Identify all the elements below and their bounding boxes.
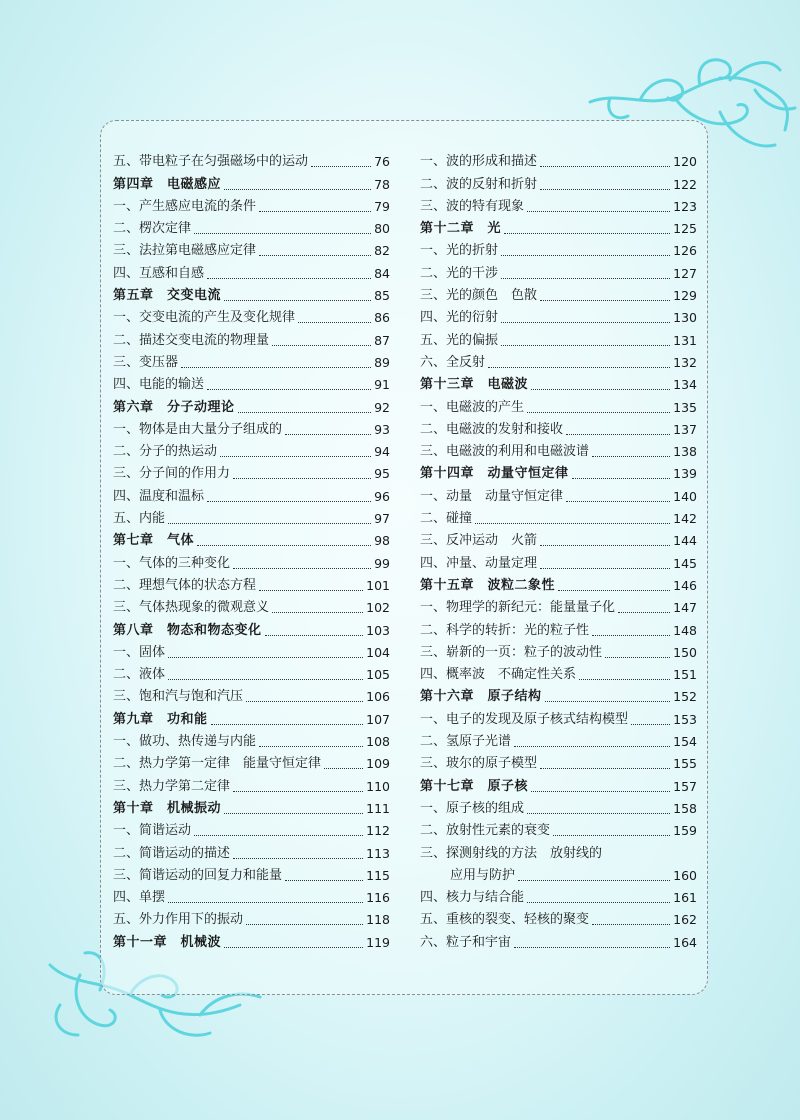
dot-leader [501, 321, 670, 323]
toc-entry-page: 122 [673, 176, 697, 192]
dot-leader [540, 188, 670, 190]
toc-section-entry[interactable] [113, 906, 390, 928]
dot-leader [488, 366, 670, 368]
toc-entry-page: 150 [673, 644, 697, 660]
toc-entry-page: 98 [374, 533, 390, 549]
toc-entry-page: 97 [374, 511, 390, 527]
toc-entry-title: 第十三章 电磁波 [420, 377, 529, 393]
toc-section-entry[interactable] [113, 259, 390, 281]
dot-leader [259, 210, 371, 212]
dot-leader [211, 723, 364, 725]
toc-entry-title: 四、温度和温标 [113, 488, 205, 504]
toc-section-entry[interactable] [113, 884, 390, 906]
toc-section-entry[interactable] [113, 215, 390, 237]
toc-section-entry[interactable] [113, 683, 390, 705]
toc-entry-title: 四、电能的输送 [113, 377, 205, 393]
toc-left-column [113, 148, 390, 951]
toc-entry-title: 三、波的特有现象 [420, 198, 525, 214]
toc-section-entry[interactable] [113, 326, 390, 348]
dot-leader [518, 879, 670, 881]
dot-leader [618, 611, 670, 613]
toc-section-entry[interactable] [113, 750, 390, 772]
toc-entry-page: 146 [673, 577, 697, 593]
toc-entry-title: 一、动量 动量守恒定律 [420, 488, 564, 504]
toc-entry-title: 第六章 分子动理论 [113, 399, 235, 415]
dot-leader [514, 745, 670, 747]
toc-section-entry[interactable] [420, 438, 697, 460]
toc-chapter-entry[interactable] [113, 527, 390, 549]
toc-entry-title: 第十五章 波粒二象性 [420, 577, 556, 593]
toc-section-entry[interactable] [420, 393, 697, 415]
toc-section-entry[interactable] [420, 639, 697, 661]
toc-section-entry[interactable] [420, 884, 697, 906]
dot-leader [501, 344, 670, 346]
toc-section-entry[interactable] [420, 505, 697, 527]
dot-leader [540, 299, 670, 301]
dot-leader [194, 232, 371, 234]
toc-section-entry[interactable] [420, 839, 697, 861]
toc-entry-title: 二、热力学第一定律 能量守恒定律 [113, 756, 322, 772]
toc-entry-title: 二、碰撞 [420, 511, 473, 527]
toc-entry-page: 113 [366, 845, 390, 861]
toc-entry-title: 三、电磁波的利用和电磁波谱 [420, 444, 590, 460]
toc-entry-page: 157 [673, 778, 697, 794]
dot-leader [311, 165, 371, 167]
toc-entry-title: 一、产生感应电流的条件 [113, 198, 257, 214]
toc-entry-page: 140 [673, 488, 697, 504]
dot-leader [592, 634, 670, 636]
toc-entry-page: 119 [366, 934, 390, 950]
toc-section-entry[interactable] [113, 237, 390, 259]
dot-leader [514, 946, 670, 948]
toc-entry-page: 134 [673, 377, 697, 393]
toc-entry-page: 109 [366, 756, 390, 772]
toc-entry-page: 118 [366, 912, 390, 928]
toc-section-entry[interactable] [420, 705, 697, 727]
toc-entry-title: 五、内能 [113, 511, 166, 527]
toc-chapter-entry[interactable] [420, 215, 697, 237]
toc-entry-title: 四、核力与结合能 [420, 890, 525, 906]
toc-entry-title: 第十一章 机械波 [113, 934, 222, 950]
toc-entry-title: 三、光的颜色 色散 [420, 288, 538, 304]
toc-section-entry[interactable] [420, 594, 697, 616]
dot-leader [168, 678, 363, 680]
toc-entry-title: 三、法拉第电磁感应定律 [113, 243, 257, 259]
toc-entry-title: 二、氢原子光谱 [420, 734, 512, 750]
toc-section-entry[interactable] [113, 193, 390, 215]
dot-leader [527, 411, 670, 413]
toc-entry-title: 第十六章 原子结构 [420, 689, 542, 705]
toc-entry-title: 四、冲量、动量定理 [420, 555, 538, 571]
dot-leader [207, 500, 371, 502]
toc-entry-page: 95 [374, 466, 390, 482]
dot-leader [572, 477, 671, 479]
dot-leader [168, 656, 363, 658]
toc-section-entry[interactable] [113, 505, 390, 527]
dot-leader [259, 745, 363, 747]
toc-entry-page: 86 [374, 310, 390, 326]
toc-entry-page: 148 [673, 622, 697, 638]
toc-entry-page: 145 [673, 555, 697, 571]
toc-entry-title: 二、描述交变电流的物理量 [113, 332, 270, 348]
toc-entry-page: 160 [673, 867, 697, 883]
toc-chapter-entry[interactable] [420, 460, 697, 482]
toc-entry-title: 二、分子的热运动 [113, 444, 218, 460]
toc-entry-page: 110 [366, 778, 390, 794]
toc-chapter-entry[interactable] [113, 616, 390, 638]
dot-leader [531, 790, 670, 792]
toc-entry-title: 五、重核的裂变、轻核的聚变 [420, 912, 590, 928]
toc-entry-title: 四、光的衍射 [420, 310, 499, 326]
toc-section-entry[interactable] [420, 549, 697, 571]
dot-leader [285, 879, 363, 881]
toc-entry-page: 147 [673, 600, 697, 616]
toc-entry-page: 99 [374, 555, 390, 571]
toc-section-entry[interactable] [420, 906, 697, 928]
toc-entry-page: 125 [673, 221, 697, 237]
dot-leader [527, 210, 670, 212]
dot-leader [238, 411, 372, 413]
dot-leader [265, 634, 364, 636]
dot-leader [224, 812, 363, 814]
toc-chapter-entry[interactable] [113, 282, 390, 304]
toc-entry-title: 一、光的折射 [420, 243, 499, 259]
toc-section-entry[interactable] [420, 817, 697, 839]
toc-section-entry[interactable] [113, 594, 390, 616]
toc-section-entry[interactable] [420, 616, 697, 638]
toc-section-entry[interactable] [113, 304, 390, 326]
toc-section-entry[interactable] [113, 438, 390, 460]
toc-section-entry[interactable] [420, 193, 697, 215]
dot-leader [566, 500, 670, 502]
toc-section-entry[interactable] [113, 661, 390, 683]
toc-section-entry[interactable] [113, 839, 390, 861]
toc-section-entry[interactable] [113, 549, 390, 571]
toc-entry-title: 五、光的偏振 [420, 332, 499, 348]
dot-leader [540, 567, 670, 569]
toc-entry-page: 105 [366, 667, 390, 683]
dot-leader [233, 790, 363, 792]
dot-leader [501, 277, 670, 279]
toc-section-entry[interactable] [420, 148, 697, 170]
dot-leader [207, 277, 371, 279]
toc-entry-title: 二、光的干涉 [420, 265, 499, 281]
dot-leader [207, 388, 371, 390]
toc-section-entry[interactable] [420, 795, 697, 817]
toc-entry-title: 四、概率波 不确定性关系 [420, 667, 577, 683]
toc-entry-page: 135 [673, 399, 697, 415]
toc-entry-page: 80 [374, 221, 390, 237]
toc-section-entry[interactable] [113, 416, 390, 438]
dot-leader [540, 165, 670, 167]
toc-entry-title: 第十二章 光 [420, 221, 502, 237]
toc-entry-page: 153 [673, 711, 697, 727]
toc-entry-page: 158 [673, 800, 697, 816]
toc-section-entry[interactable] [420, 862, 697, 884]
dot-leader [605, 656, 670, 658]
toc-entry-page: 103 [366, 622, 390, 638]
toc-entry-page: 116 [366, 890, 390, 906]
toc-entry-page: 79 [374, 198, 390, 214]
toc-entry-title: 三、气体热现象的微观意义 [113, 600, 270, 616]
toc-section-entry[interactable] [420, 349, 697, 371]
toc-entry-title: 二、放射性元素的衰变 [420, 823, 551, 839]
dot-leader [545, 700, 671, 702]
toc-chapter-entry[interactable] [113, 170, 390, 192]
toc-entry-page: 78 [374, 176, 390, 192]
toc-entry-title: 三、玻尔的原子模型 [420, 756, 538, 772]
dot-leader [285, 433, 371, 435]
toc-section-entry[interactable] [420, 282, 697, 304]
toc-entry-title: 第八章 物态和物态变化 [113, 622, 262, 638]
toc-entry-title: 第九章 功和能 [113, 711, 208, 727]
toc-entry-page: 139 [673, 466, 697, 482]
toc-entry-page: 120 [673, 154, 697, 170]
dot-leader [233, 477, 371, 479]
toc-entry-title: 三、饱和汽与饱和汽压 [113, 689, 244, 705]
toc-entry-page: 111 [366, 800, 390, 816]
toc-entry-page: 154 [673, 734, 697, 750]
dot-leader [259, 254, 371, 256]
dot-leader [197, 544, 371, 546]
toc-entry-title: 四、单摆 [113, 890, 166, 906]
toc-section-entry[interactable] [113, 817, 390, 839]
toc-entry-page: 101 [366, 577, 390, 593]
toc-entry-page: 82 [374, 243, 390, 259]
toc-section-entry[interactable] [113, 862, 390, 884]
toc-entry-page: 142 [673, 511, 697, 527]
dot-leader [504, 232, 670, 234]
toc-entry-page: 76 [374, 154, 390, 170]
toc-section-entry[interactable] [113, 460, 390, 482]
toc-chapter-entry[interactable] [420, 371, 697, 393]
dot-leader [220, 455, 371, 457]
toc-entry-title: 第十七章 原子核 [420, 778, 529, 794]
dot-leader [501, 254, 670, 256]
dot-leader [592, 923, 670, 925]
toc-entry-page: 137 [673, 421, 697, 437]
dot-leader [272, 611, 363, 613]
toc-section-entry[interactable] [420, 750, 697, 772]
toc-entry-title: 三、分子间的作用力 [113, 466, 231, 482]
toc-entry-title: 一、物理学的新纪元：能量量子化 [420, 600, 616, 616]
dot-leader [259, 589, 363, 591]
dot-leader [540, 767, 670, 769]
dot-leader [631, 723, 670, 725]
toc-entry-title: 三、反冲运动 火箭 [420, 533, 538, 549]
dot-leader [272, 344, 371, 346]
dot-leader [181, 366, 371, 368]
toc-entry-title: 三、探测射线的方法 放射线的 [420, 845, 603, 861]
toc-entry-page: 152 [673, 689, 697, 705]
toc-entry-title: 一、原子核的组成 [420, 800, 525, 816]
toc-entry-page: 107 [366, 711, 390, 727]
toc-section-entry[interactable] [113, 728, 390, 750]
toc-entry-page: 96 [374, 488, 390, 504]
toc-entry-title: 六、全反射 [420, 354, 486, 370]
toc-entry-title: 二、楞次定律 [113, 221, 192, 237]
toc-entry-title: 一、电磁波的产生 [420, 399, 525, 415]
dot-leader [246, 700, 363, 702]
toc-entry-title: 四、互感和自感 [113, 265, 205, 281]
dot-leader [558, 589, 670, 591]
toc-entry-title: 三、热力学第二定律 [113, 778, 231, 794]
toc-section-entry[interactable] [420, 304, 697, 326]
toc-section-entry[interactable] [113, 572, 390, 594]
toc-entry-page: 112 [366, 823, 390, 839]
dot-leader [224, 299, 371, 301]
toc-entry-page: 115 [366, 867, 390, 883]
dot-leader [298, 321, 371, 323]
toc-entry-title: 二、液体 [113, 667, 166, 683]
toc-chapter-entry[interactable] [113, 928, 390, 950]
toc-entry-page: 164 [673, 934, 697, 950]
toc-entry-title: 第十章 机械振动 [113, 800, 222, 816]
toc-entry-page: 106 [366, 689, 390, 705]
toc-entry-page: 151 [673, 667, 697, 683]
dot-leader [566, 433, 670, 435]
toc-section-entry[interactable] [420, 259, 697, 281]
dot-leader [531, 388, 670, 390]
toc-entry-page: 138 [673, 444, 697, 460]
toc-section-entry[interactable] [420, 237, 697, 259]
toc-entry-page: 127 [673, 265, 697, 281]
toc-entry-title: 第十四章 动量守恒定律 [420, 466, 569, 482]
toc-entry-page: 84 [374, 265, 390, 281]
toc-entry-title: 三、变压器 [113, 354, 179, 370]
toc-section-entry[interactable] [113, 349, 390, 371]
toc-entry-title: 一、波的形成和描述 [420, 154, 538, 170]
toc-entry-title: 三、简谐运动的回复力和能量 [113, 867, 283, 883]
dot-leader [168, 522, 371, 524]
toc-section-entry[interactable] [113, 148, 390, 170]
toc-entry-title: 五、外力作用下的振动 [113, 912, 244, 928]
dot-leader [224, 946, 363, 948]
toc-section-entry[interactable] [113, 772, 390, 794]
toc-entry-title: 第四章 电磁感应 [113, 176, 222, 192]
toc-entry-page: 93 [374, 421, 390, 437]
toc-section-entry[interactable] [420, 928, 697, 950]
toc-entry-page: 92 [374, 399, 390, 415]
toc-section-entry[interactable] [420, 416, 697, 438]
toc-entry-title: 一、交变电流的产生及变化规律 [113, 310, 296, 326]
toc-entry-title: 三、崭新的一页：粒子的波动性 [420, 644, 603, 660]
toc-entry-page: 155 [673, 756, 697, 772]
toc-chapter-entry[interactable] [420, 772, 697, 794]
toc-entry-title: 应用与防护 [450, 867, 516, 883]
dot-leader [540, 544, 670, 546]
dot-leader [553, 834, 670, 836]
toc-entry-title: 二、波的反射和折射 [420, 176, 538, 192]
toc-entry-page: 94 [374, 444, 390, 460]
toc-entry-title: 一、电子的发现及原子核式结构模型 [420, 711, 629, 727]
toc-entry-page: 89 [374, 354, 390, 370]
toc-entry-page: 102 [366, 600, 390, 616]
toc-chapter-entry[interactable] [113, 393, 390, 415]
toc-section-entry[interactable] [420, 661, 697, 683]
dot-leader [579, 678, 670, 680]
toc-section-entry[interactable] [420, 170, 697, 192]
toc-chapter-entry[interactable] [113, 705, 390, 727]
toc-entry-title: 第七章 气体 [113, 533, 195, 549]
toc-section-entry[interactable] [113, 371, 390, 393]
toc-entry-title: 第五章 交变电流 [113, 288, 222, 304]
toc-entry-page: 108 [366, 734, 390, 750]
toc-section-entry[interactable] [420, 728, 697, 750]
toc-entry-title: 六、粒子和宇宙 [420, 934, 512, 950]
toc-entry-page: 161 [673, 890, 697, 906]
toc-entry-title: 五、带电粒子在匀强磁场中的运动 [113, 154, 309, 170]
toc-entry-page: 144 [673, 533, 697, 549]
toc-entry-page: 91 [374, 377, 390, 393]
dot-leader [233, 567, 371, 569]
toc-entry-title: 一、简谐运动 [113, 823, 192, 839]
toc-chapter-entry[interactable] [420, 683, 697, 705]
toc-entry-title: 一、做功、热传递与内能 [113, 734, 257, 750]
toc-entry-title: 二、电磁波的发射和接收 [420, 421, 564, 437]
toc-entry-page: 132 [673, 354, 697, 370]
toc-entry-page: 131 [673, 332, 697, 348]
toc-entry-page: 126 [673, 243, 697, 259]
toc-section-entry[interactable] [420, 527, 697, 549]
toc-entry-title: 一、固体 [113, 644, 166, 660]
toc-entry-title: 二、简谐运动的描述 [113, 845, 231, 861]
toc-right-column [420, 148, 697, 951]
toc-entry-title: 一、气体的三种变化 [113, 555, 231, 571]
toc-chapter-entry[interactable] [420, 572, 697, 594]
toc-chapter-entry[interactable] [113, 795, 390, 817]
dot-leader [224, 188, 371, 190]
toc-entry-page: 130 [673, 310, 697, 326]
toc-entry-page: 159 [673, 823, 697, 839]
toc-entry-page: 87 [374, 332, 390, 348]
dot-leader [475, 522, 670, 524]
toc-entry-page: 129 [673, 288, 697, 304]
dot-leader [527, 812, 670, 814]
toc-entry-page: 104 [366, 644, 390, 660]
dot-leader [324, 767, 363, 769]
toc-section-entry[interactable] [420, 326, 697, 348]
toc-entry-title: 二、科学的转折：光的粒子性 [420, 622, 590, 638]
dot-leader [592, 455, 670, 457]
toc-entry-page: 162 [673, 912, 697, 928]
dot-leader [233, 857, 363, 859]
dot-leader [168, 901, 363, 903]
dot-leader [527, 901, 670, 903]
toc-entry-page: 123 [673, 198, 697, 214]
toc-entry-page: 85 [374, 288, 390, 304]
dot-leader [194, 834, 363, 836]
toc-entry-title: 二、理想气体的状态方程 [113, 577, 257, 593]
toc-section-entry[interactable] [113, 482, 390, 504]
dot-leader [246, 923, 363, 925]
toc-section-entry[interactable] [420, 482, 697, 504]
toc-section-entry[interactable] [113, 639, 390, 661]
toc-entry-title: 一、物体是由大量分子组成的 [113, 421, 283, 437]
